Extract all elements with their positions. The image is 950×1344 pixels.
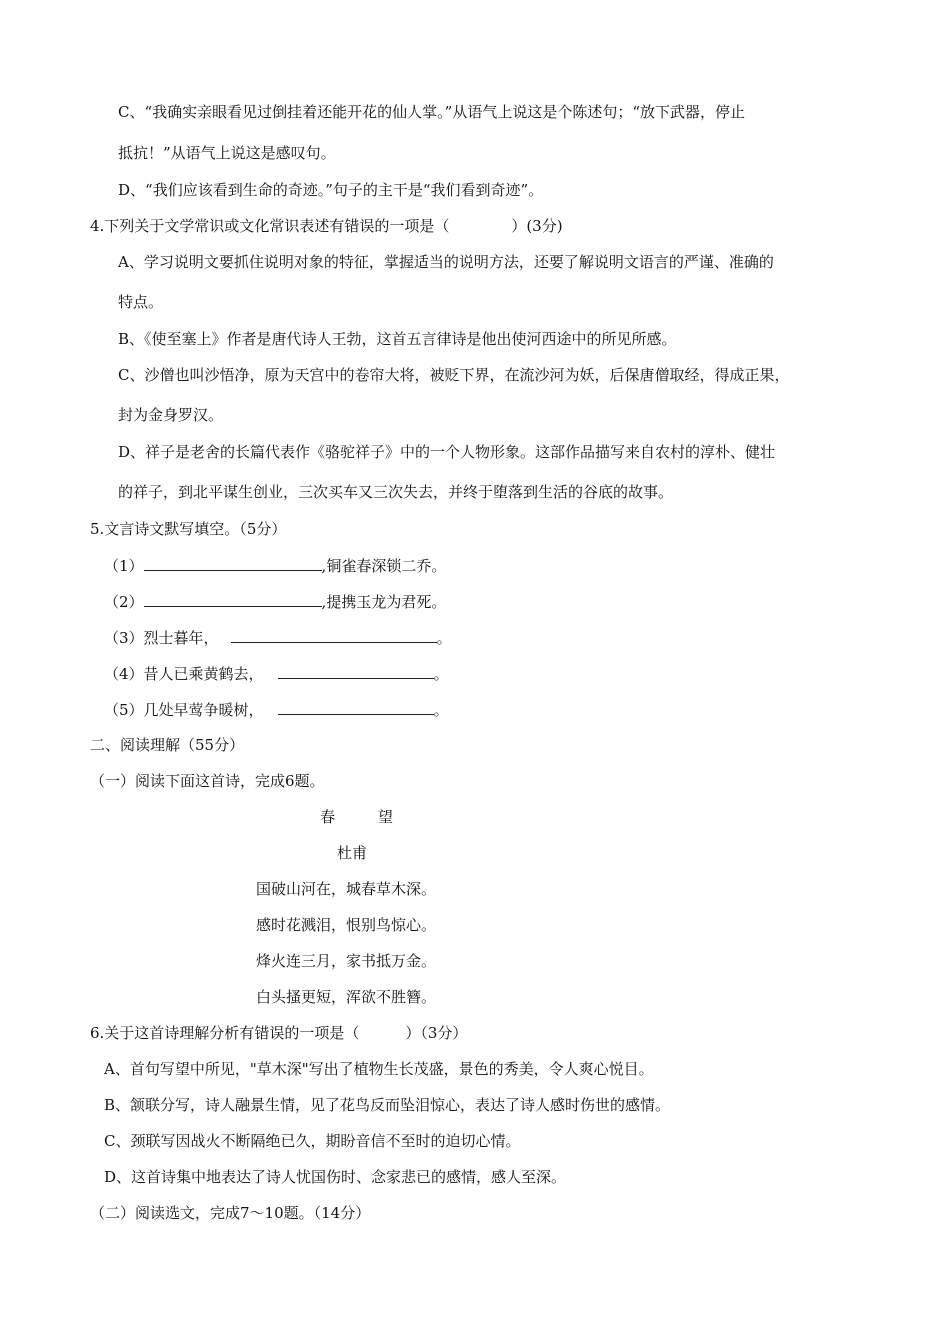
poem-line-3: 烽火连三月，家书抵万金。: [256, 952, 437, 970]
q4-stem-score: ）(3分): [511, 217, 563, 235]
q5-item-text: 烈士暮年，: [143, 629, 219, 647]
fill-blank[interactable]: [144, 555, 322, 571]
q5-item-5: [104, 699, 449, 720]
poem-author: 杜甫: [337, 844, 368, 862]
q5-item-number: （3）: [104, 629, 144, 647]
q6-option-b: B、颔联分写，诗人融景生情，见了花鸟反而坠泪惊心，表达了诗人感时伤世的感情。: [104, 1096, 671, 1114]
fill-blank[interactable]: [144, 591, 322, 607]
q4-option-a-line1: A、学习说明文要抓住说明对象的特征，掌握适当的说明方法，还要了解说明文语言的严谨、准确的: [118, 253, 774, 271]
q5-item-text: 昔人已乘黄鹤去，: [143, 665, 264, 683]
fill-blank[interactable]: [278, 699, 434, 715]
q4-option-c-line2: 封为金身罗汉。: [118, 406, 224, 424]
q5-item-number: （2）: [104, 593, 144, 611]
poem-line-2: 感时花溅泪，恨别鸟惊心。: [256, 916, 437, 934]
q5-item-end: 。: [433, 701, 449, 719]
section-2-title: 二、阅读理解（55分）: [90, 736, 245, 754]
q5-item-number: （4）: [104, 665, 144, 683]
q6-option-d: D、这首诗集中地表达了诗人忧国伤时、念家悲已的感情，感人至深。: [104, 1168, 567, 1186]
fill-blank[interactable]: [231, 627, 437, 643]
q5-item-end: 。: [436, 629, 452, 647]
q5-item-number: （5）: [104, 701, 144, 719]
q6-stem-text: 6.关于这首诗理解分析有错误的一项是（: [90, 1024, 360, 1042]
fill-blank[interactable]: [278, 663, 434, 679]
q6-option-a: A、首句写望中所见，"草木深"写出了植物生长茂盛，景色的秀美，令人爽心悦目。: [104, 1060, 654, 1078]
q4-option-d-line2: 的祥子，到北平谋生创业，三次买车又三次失去，并终于堕落到生活的谷底的故事。: [118, 483, 674, 501]
q5-item-3: [104, 627, 452, 648]
q5-stem: 5.文言诗文默写填空。（5分）: [90, 520, 287, 538]
part-1-intro: （一）阅读下面这首诗，完成6题。: [90, 772, 325, 790]
q4-option-c-line1: C、沙僧也叫沙悟净，原为天宫中的卷帘大将，被贬下界，在流沙河为妖，后保唐僧取经，得成正果，: [118, 366, 790, 384]
poem-line-4: 白头搔更短，浑欲不胜簪。: [256, 988, 437, 1006]
part-2-intro: （二）阅读选文，完成7～10题。（14分）: [90, 1204, 371, 1222]
q5-item-number: （1）: [104, 557, 144, 575]
q3-option-c-line2: 抵抗！”从语气上说这是感叹句。: [118, 144, 336, 162]
q5-item-4: [104, 663, 449, 684]
q3-option-d: D、“我们应该看到生命的奇迹。”句子的主干是“我们看到奇迹”。: [118, 181, 544, 199]
q5-item-1: [104, 555, 446, 576]
q4-option-b: B、《使至塞上》作者是唐代诗人王勃，这首五言律诗是他出使河西途中的所见所感。: [118, 330, 677, 348]
q6-option-c: C、颈联写因战火不断隔绝已久，期盼音信不至时的迫切心情。: [104, 1132, 521, 1150]
q6-stem-score: ）（3分）: [405, 1024, 468, 1042]
q5-item-2: [104, 591, 446, 612]
q4-stem: [90, 216, 563, 236]
q5-item-end: 。: [433, 665, 449, 683]
q5-item-text: 几处早莺争暖树，: [143, 701, 264, 719]
q4-option-a-line2: 特点。: [118, 293, 164, 311]
q4-stem-text: 4.下列关于文学常识或文化常识表述有错误的一项是（: [90, 217, 450, 235]
poem-line-1: 国破山河在，城春草木深。: [256, 880, 437, 898]
q4-option-d-line1: D、祥子是老舍的长篇代表作《骆驼祥子》中的一个人物形象。这部作品描写来自农村的淳朴、健壮: [118, 443, 776, 461]
q6-stem: [90, 1023, 467, 1043]
q3-option-c-line1: C、“我确实亲眼看见过倒挂着还能开花的仙人掌。”从语气上说这是个陈述句；“放下武器，停止: [118, 103, 745, 121]
q5-item-text: ,铜雀春深锁二乔。: [321, 557, 447, 575]
poem-title-char-1: 春: [320, 808, 336, 826]
poem-title-char-2: 望: [378, 808, 394, 826]
q5-item-text: ,提携玉龙为君死。: [321, 593, 447, 611]
